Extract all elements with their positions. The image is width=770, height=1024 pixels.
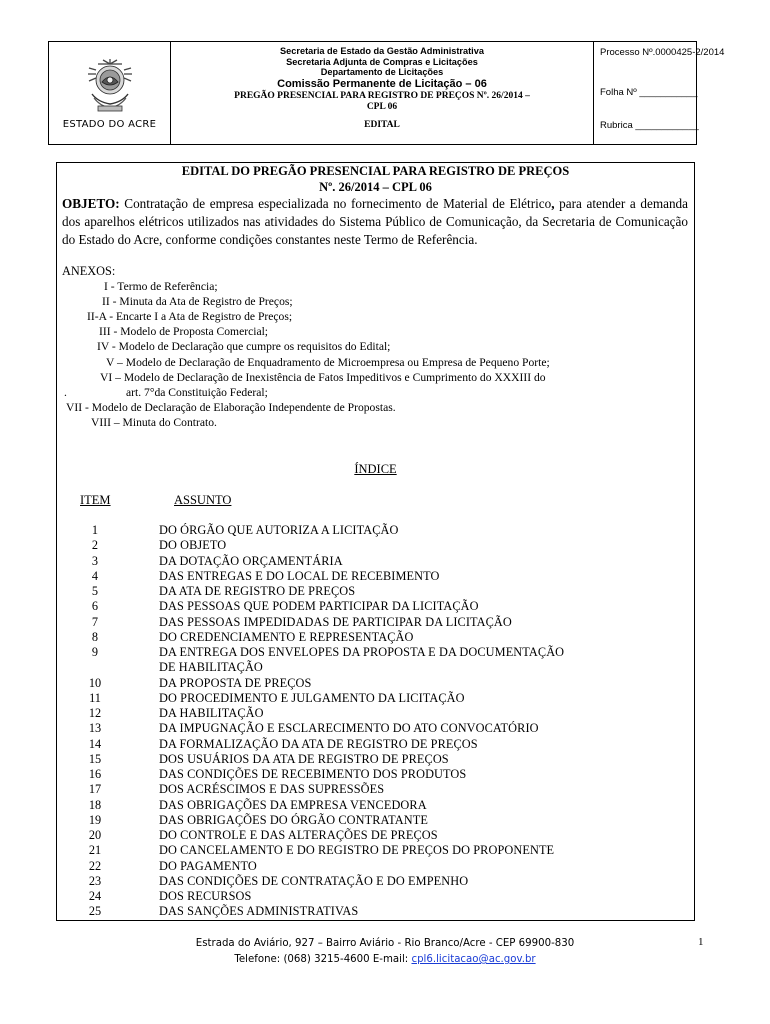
anexo-item: . art. 7°da Constituição Federal; [64,385,268,399]
index-row [57,752,694,767]
process-number: Processo Nº.0000425-2/2014 [600,47,725,58]
anexos-label: ANEXOS: [62,263,116,278]
index-item-number: 15 [88,751,102,766]
index-item-number: 4 [91,568,99,583]
header-pregao-line1: PREGÃO PRESENCIAL PARA REGISTRO DE PREÇOS Nº. 26/2014 – [234,90,530,101]
index-item-subject: DO CONTROLE E DAS ALTERAÇÕES DE PREÇOS [159,828,438,842]
index-row [57,706,694,721]
index-row [57,569,694,584]
index-row [57,782,694,797]
page-number: 1 [698,936,704,948]
index-item-number: 3 [91,553,99,568]
objeto-comma: , [551,196,555,211]
anexo-item: V – Modelo de Declaração de Enquadramento de Microempresa ou Empresa de Pequeno Porte; [106,355,550,369]
anexo-item: IV - Modelo de Declaração que cumpre os requisitos do Edital; [97,340,391,354]
header-secretaria-adjunta: Secretaria Adjunta de Compras e Licitações [286,56,478,67]
index-item-number: 6 [91,599,99,614]
index-row [57,538,694,553]
index-item-subject: DO PROCEDIMENTO E JULGAMENTO DA LICITAÇÃO [159,690,465,705]
index-item-number: 5 [91,584,99,598]
index-row [57,889,694,904]
index-item-subject: DO PAGAMENTO [159,858,257,873]
index-item-subject: DO OBJETO [159,538,227,553]
index-item-number: 1 [91,523,99,537]
anexo-item: III - Modelo de Proposta Comercial; [99,325,269,339]
document-header [48,41,725,145]
index-item-number: 13 [88,721,102,736]
index-row [57,813,694,828]
edital-title: EDITAL DO PREGÃO PRESENCIAL PARA REGISTRO DE PREÇOS [181,164,570,178]
index-item-subject: DOS ACRÉSCIMOS E DAS SUPRESSÕES [159,782,385,797]
footer-address: Estrada do Aviário, 927 – Bairro Aviário - Rio Branco/Acre - CEP 69900-830 [195,938,575,949]
objeto-label: OBJETO: [62,196,120,211]
index-item-subject: DAS PESSOAS IMPEDIDADAS DE PARTICIPAR DA LICITAÇÃO [159,614,512,629]
rubrica-field: Rubrica ____________ [600,120,699,131]
index-item-subject: DAS PESSOAS QUE PODEM PARTICIPAR DA LICITAÇÃO [159,599,479,614]
header-process-cell [594,42,725,144]
index-item-number: 14 [88,736,102,751]
index-item-number: 10 [88,675,102,690]
index-row [57,828,694,843]
index-row [57,523,694,538]
anexos-section [62,264,694,431]
index-col-subject: ASSUNTO [174,493,232,507]
index-item-number: 8 [91,629,99,644]
index-item-subject: DA IMPUGNAÇÃO E ESCLARECIMENTO DO ATO CONVOCATÓRIO [159,721,539,736]
index-item-number: 22 [88,858,102,873]
index-item-subject: DA DOTAÇÃO ORÇAMENTÁRIA [159,553,343,568]
header-doc-type: EDITAL [364,119,400,130]
index-item-subject: DO ÓRGÃO QUE AUTORIZA A LICITAÇÃO [159,523,399,537]
index-row [57,904,694,919]
objeto-text-part2: para atender a demanda dos aparelhos elétricos utilizados nas atividades do Sistema Público de Comunicação, da Secretaria de Comunicação do Estado do Acre, conforme condições constantes neste Termo de Referência. [62,196,688,248]
objeto-text-part1: Contratação de empresa especializada no fornecimento de Material de Elétrico [119,196,552,211]
index-item-subject: DAS OBRIGAÇÕES DA EMPRESA VENCEDORA [159,797,427,812]
index-row [57,599,694,614]
index-row [57,737,694,752]
footer-email-link[interactable]: cpl6.licitacao@ac.gov.br [411,954,536,965]
anexo-item: VI – Modelo de Declaração de Inexistência de Fatos Impeditivos e Cumprimento do XXXIII do [100,370,546,384]
header-commission: Comissão Permanente de Licitação – 06 [277,77,487,90]
index-item-number: 21 [88,843,102,858]
index-item-number: 17 [88,782,102,797]
index-item-number: 18 [88,797,102,812]
index-item-subject: DA ATA DE REGISTRO DE PREÇOS [159,584,356,598]
index-row [57,721,694,736]
index-row [57,615,694,630]
index-item-number: 9 [91,645,99,659]
index-item-subject: DA ENTREGA DOS ENVELOPES DA PROPOSTA E DA DOCUMENTAÇÃO [159,645,565,659]
anexo-item: II-A - Encarte I a Ata de Registro de Preços; [87,309,293,323]
index-title: ÍNDICE [354,462,397,476]
index-row [57,676,694,691]
index-row [57,660,694,675]
index-row [57,859,694,874]
acre-coat-of-arms-icon [86,58,134,114]
footer-phone: Telefone: (068) 3215-4600 E-mail: [234,954,412,965]
header-secretaria: Secretaria de Estado da Gestão Administrativa [280,46,484,56]
index-item-subject: DAS CONDIÇÕES DE RECEBIMENTO DOS PRODUTOS [159,767,467,781]
index-item-number: 24 [88,889,102,903]
anexo-item: I - Termo de Referência; [104,279,218,293]
anexo-dot: . [64,385,67,399]
index-item-subject: DAS CONDIÇÕES DE CONTRATAÇÃO E DO EMPENHO [159,873,469,888]
index-item-number: 16 [88,767,102,781]
folha-field: Folha Nº ___________ [600,87,698,98]
index-item-number: 23 [88,873,102,888]
index-item-subject: DA FORMALIZAÇÃO DA ATA DE REGISTRO DE PREÇOS [159,736,478,751]
edital-number: Nº. 26/2014 – CPL 06 [319,180,432,194]
header-pregao-line2: CPL 06 [366,101,398,112]
index-row [57,767,694,782]
index-item-number: 11 [89,690,101,705]
index-item-subject: DAS ENTREGAS E DO LOCAL DE RECEBIMENTO [159,568,440,583]
objeto-paragraph [62,195,688,250]
footer-contact [0,952,770,968]
index-item-subject: DA PROPOSTA DE PREÇOS [159,675,312,690]
header-logo-cell [49,42,171,144]
index-item-subject: DAS OBRIGAÇÕES DO ÓRGÃO CONTRATANTE [159,812,428,827]
header-departamento: Departamento de Licitações [320,67,444,77]
index-item-subject: DO CANCELAMENTO E DO REGISTRO DE PREÇOS DO PROPONENTE [159,843,555,858]
index-row [57,554,694,569]
index-item-number: 2 [91,538,99,553]
index-row [57,874,694,889]
index-item-number: 12 [88,706,102,720]
index-item-subject: DAS SANÇÕES ADMINISTRATIVAS [159,904,359,919]
index-item-subject: DE HABILITAÇÃO [159,660,263,675]
index-item-subject: DO CREDENCIAMENTO E REPRESENTAÇÃO [159,629,414,644]
anexo-item: II - Minuta da Ata de Registro de Preços; [102,294,293,308]
index-row [57,798,694,813]
edital-body [56,162,695,921]
index-item-subject: DA HABILITAÇÃO [159,706,264,720]
index-item-number: 7 [91,614,99,629]
index-item-number: 25 [88,904,102,919]
page-footer [0,936,770,968]
index-row [57,691,694,706]
anexo-item: VII - Modelo de Declaração de Elaboração Independente de Propostas. [66,401,396,415]
index-item-number: 20 [88,828,102,842]
index-item-number: 19 [88,812,102,827]
state-name: ESTADO DO ACRE [62,119,157,130]
index-row [57,645,694,660]
index-item-subject: DOS USUÁRIOS DA ATA DE REGISTRO DE PREÇOS [159,751,449,766]
anexo-item: VIII – Minuta do Contrato. [91,416,217,430]
index-row [57,584,694,599]
index-table [57,523,694,920]
index-row [57,630,694,645]
index-item-subject: DOS RECURSOS [159,889,252,903]
index-row [57,843,694,858]
header-title-cell [171,42,594,144]
index-col-item: ITEM [80,493,111,507]
